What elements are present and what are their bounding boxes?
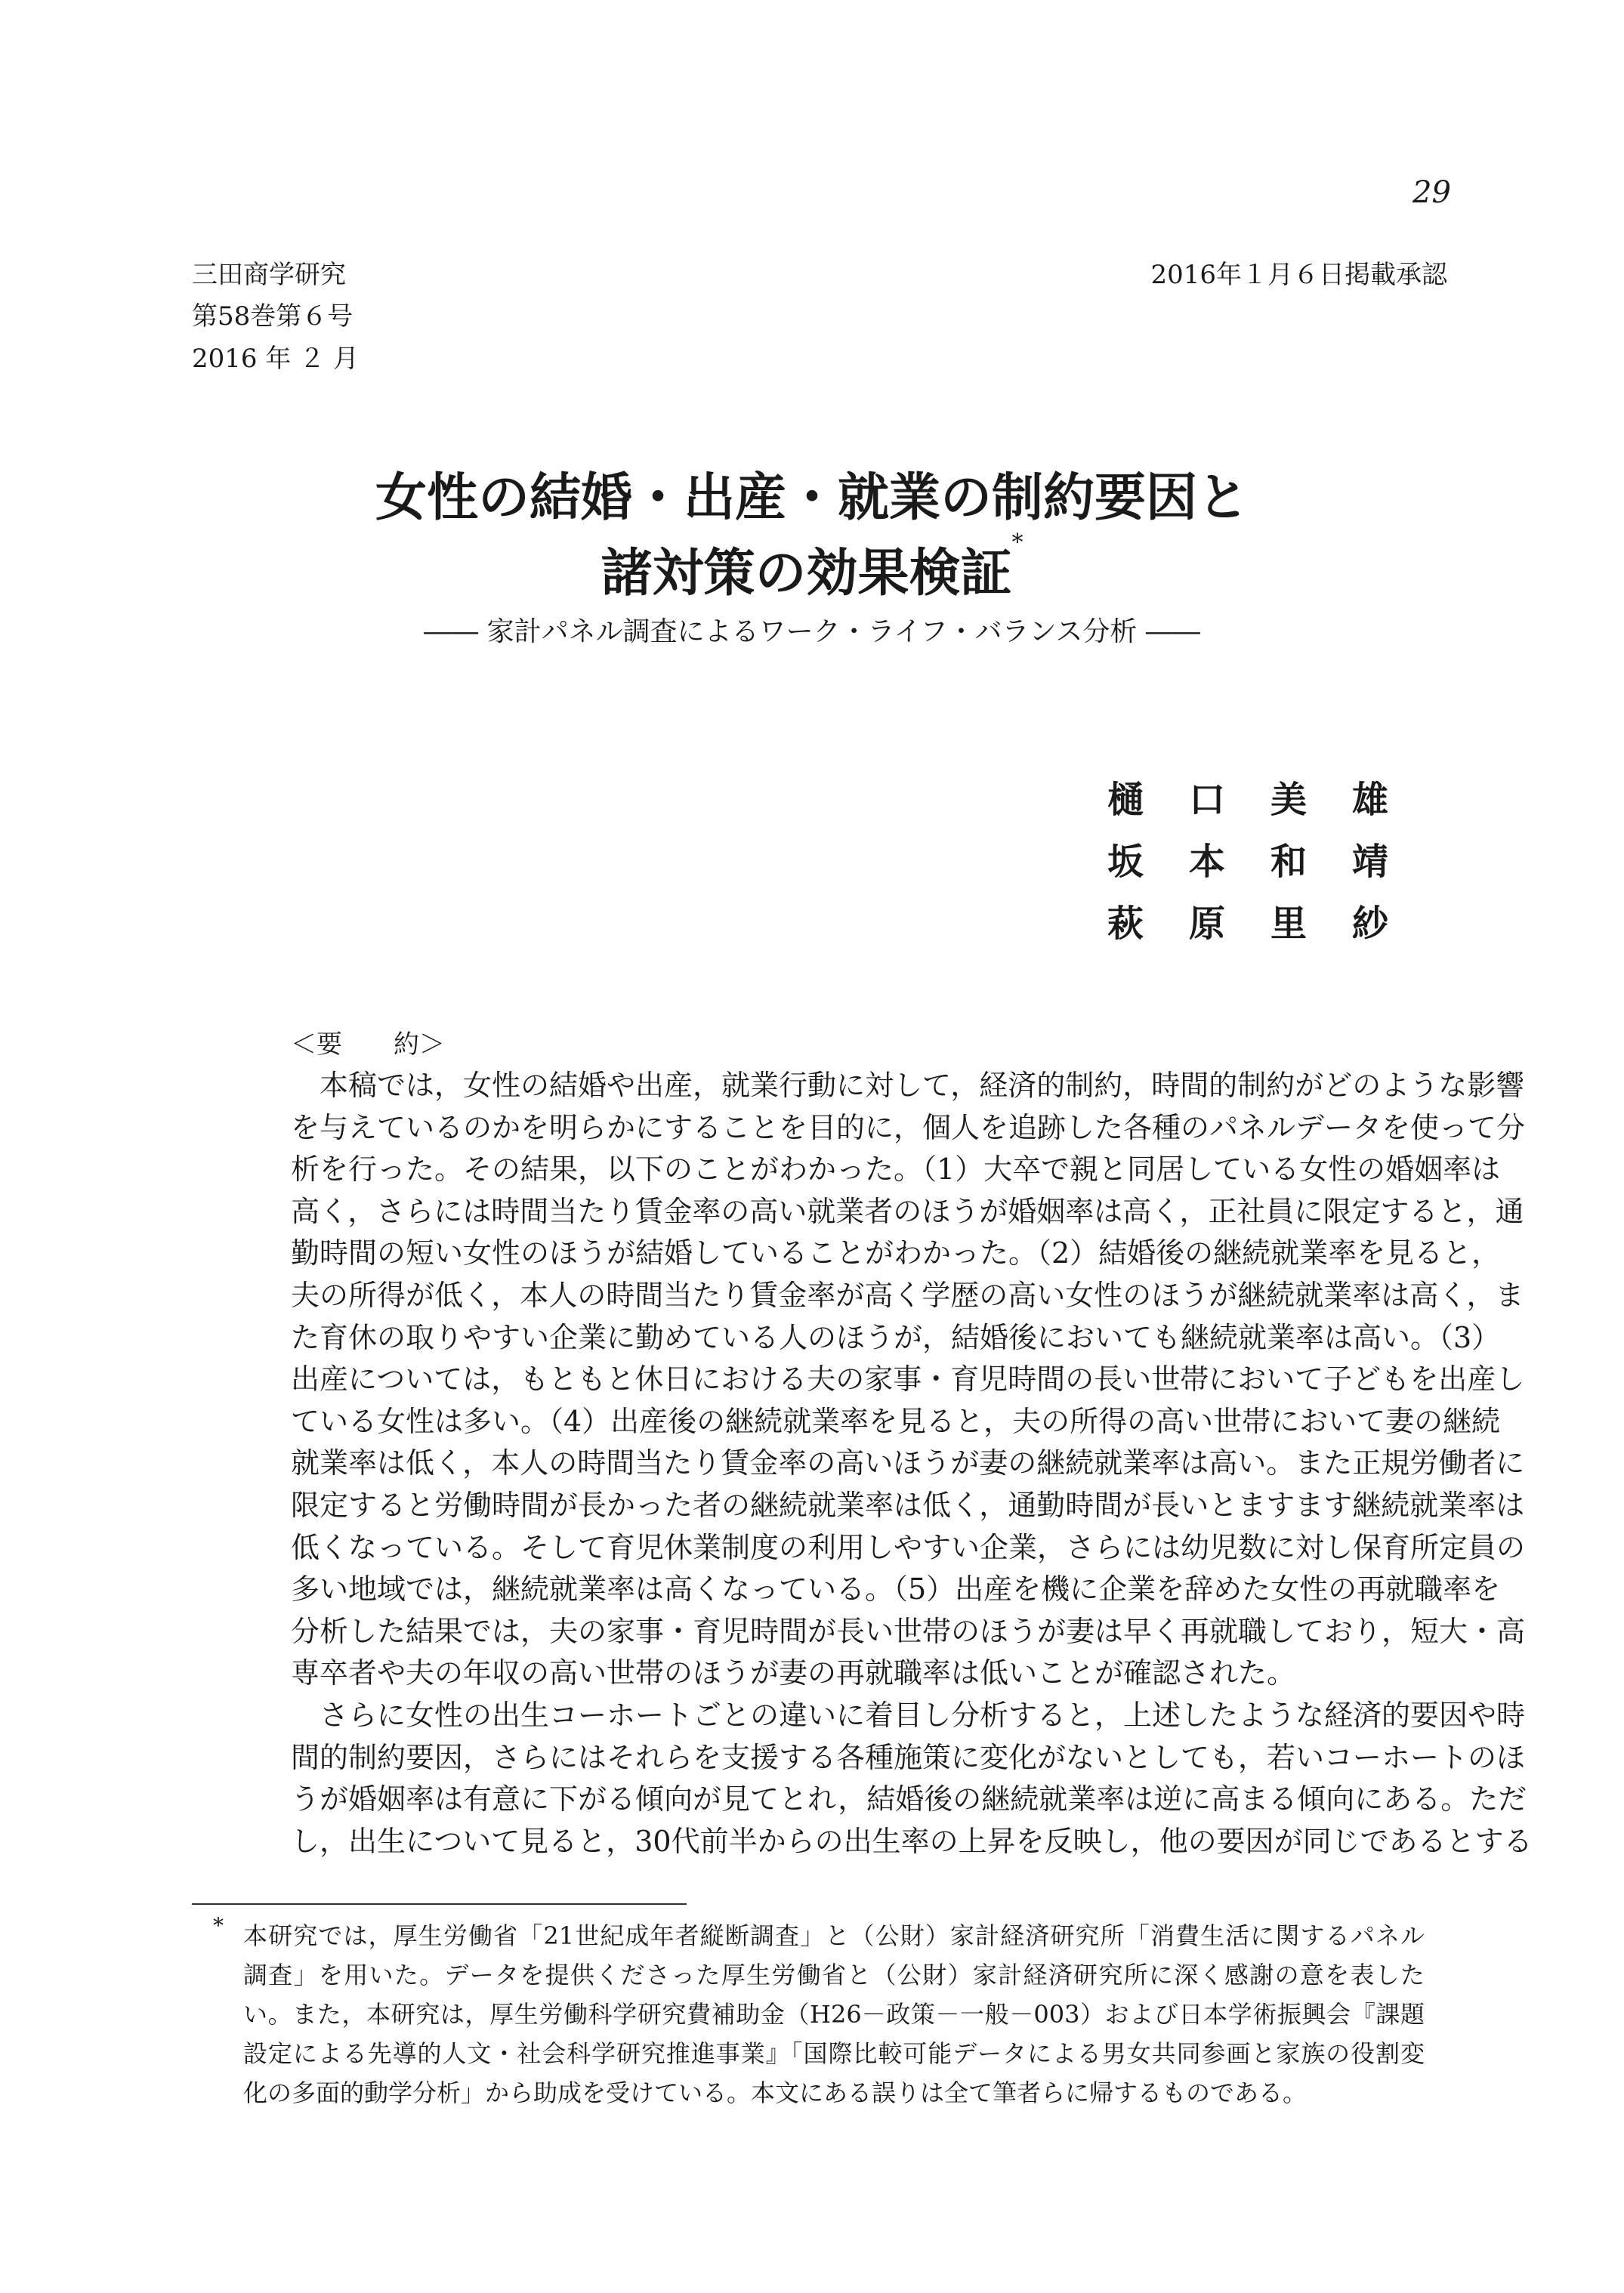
author-char: 本 bbox=[1188, 841, 1225, 883]
subtitle: ―― 家計パネル調査によるワーク・ライフ・バランス分析 ―― bbox=[424, 616, 1200, 647]
summary-line: うが婚姻率は有意に下がる傾向が見てとれ，結婚後の継続就業率は逆に高まる傾向にある。ただ bbox=[291, 1782, 1527, 1816]
summary-line: 析を行った。その結果，以下のことがわかった。（1）大卒で親と同居している女性の婚姻率は bbox=[291, 1153, 1501, 1187]
journal-date: 2016 年 ２ 月 bbox=[192, 344, 359, 374]
footnote-line: い。また，本研究は，厚生労働科学研究費補助金（H26－政策－一般－003）および日本学術振興会『課題 bbox=[243, 2000, 1425, 2029]
footnote-divider bbox=[192, 1903, 687, 1905]
summary-line: 低くなっている。そして育児休業制度の利用しやすい企業，さらには幼児数に対し保育所定員の bbox=[291, 1530, 1526, 1564]
footnote-line: 本研究では，厚生労働省「21世紀成年者縦断調査」と（公財）家計経済研究所「消費生活に関するパネル bbox=[243, 1921, 1425, 1950]
summary-line: ている女性は多い。（4）出産後の継続就業率を見ると，夫の所得の高い世帯において妻の継続 bbox=[291, 1404, 1501, 1438]
journal-volume: 第58巻第６号 bbox=[192, 301, 354, 332]
author-char: 坂 bbox=[1107, 841, 1144, 883]
title-line-2 bbox=[0, 529, 1624, 606]
title-line-1: 女性の結婚・出産・就業の制約要因と bbox=[375, 468, 1249, 528]
author-2 bbox=[1107, 832, 1388, 884]
author-3 bbox=[1107, 894, 1388, 946]
summary-line: た育休の取りやすい企業に勤めている人のほうが，結婚後においても継続就業率は高い。（3） bbox=[291, 1320, 1501, 1354]
author-char: 萩 bbox=[1107, 903, 1144, 945]
summary-heading: ＜要 約＞ bbox=[291, 1029, 445, 1060]
footnote-mark: * bbox=[213, 1913, 224, 1938]
approval-date: 2016年１月６日掲載承認 bbox=[1150, 260, 1447, 290]
summary-line: 夫の所得が低く，本人の時間当たり賃金率が高く学歴の高い女性のほうが継続就業率は高く，ま bbox=[291, 1278, 1524, 1312]
author-char: 原 bbox=[1188, 903, 1225, 945]
summary-line: 高く，さらには時間当たり賃金率の高い就業者のほうが婚姻率は高く，正社員に限定すると，通 bbox=[291, 1194, 1524, 1228]
author-char: 里 bbox=[1270, 903, 1307, 945]
summary-line: を与えているのかを明らかにすることを目的に，個人を追跡した各種のパネルデータを使って分 bbox=[291, 1110, 1526, 1144]
author-char: 口 bbox=[1188, 779, 1225, 821]
author-char: 美 bbox=[1270, 779, 1307, 821]
footnote-line: 設定による先導的人文・社会科学研究推進事業』「国際比較可能データによる男女共同参画と家族の役割変 bbox=[243, 2039, 1425, 2068]
footnote-body bbox=[243, 1916, 1425, 2112]
summary-line: 間的制約要因，さらにはそれらを支援する各種施策に変化がないとしても，若いコーホートのほ bbox=[291, 1740, 1526, 1774]
author-char: 和 bbox=[1270, 841, 1307, 883]
title-line-2-text: 諸対策の効果検証 bbox=[601, 543, 1012, 603]
summary-line: 出産については，もともと休日における夫の家事・育児時間の長い世帯において子どもを出産し bbox=[291, 1363, 1525, 1396]
title-footnote-mark: * bbox=[1011, 529, 1023, 556]
footnote-line: 調査」を用いた。データを提供くださった厚生労働省と（公財）家計経済研究所に深く感謝の意を表した bbox=[243, 1961, 1425, 1989]
author-char: 紗 bbox=[1351, 903, 1388, 945]
summary-line: 分析した結果では，夫の家事・育児時間が長い世帯のほうが妻は早く再就職しており，短大・高 bbox=[291, 1614, 1526, 1648]
summary-line: し，出生について見ると，30代前半からの出生率の上昇を反映し，他の要因が同じであるとする bbox=[291, 1824, 1533, 1858]
author-char: 雄 bbox=[1351, 779, 1388, 821]
summary-line: さらに女性の出生コーホートごとの違いに着目し分析すると，上述したような経済的要因や時 bbox=[291, 1698, 1526, 1732]
summary-line: 限定すると労働時間が長かった者の継続就業率は低く，通勤時間が長いとますます継続就業率は bbox=[291, 1488, 1525, 1522]
summary-body bbox=[291, 1065, 1533, 1862]
author-char: 樋 bbox=[1107, 779, 1144, 821]
summary-line: 本稿では，女性の結婚や出産，就業行動に対して，経済的制約，時間的制約がどのような影響 bbox=[291, 1069, 1525, 1102]
author-1 bbox=[1107, 770, 1388, 822]
journal-name: 三田商学研究 bbox=[192, 260, 346, 290]
page-number: 29 bbox=[1413, 175, 1451, 210]
summary-line: 勤時間の短い女性のほうが結婚していることがわかった。（2）結婚後の継続就業率を見ると， bbox=[291, 1236, 1501, 1270]
summary-line: 専卒者や夫の年収の高い世帯のほうが妻の再就職率は低いことが確認された。 bbox=[291, 1656, 1296, 1690]
summary-line: 多い地域では，継続就業率は高くなっている。（5）出産を機に企業を辞めた女性の再就職率を bbox=[291, 1572, 1501, 1606]
footnote-line: 化の多面的動学分析」から助成を受けている。本文にある誤りは全て筆者らに帰するものである。 bbox=[243, 2079, 1308, 2107]
author-char: 靖 bbox=[1351, 841, 1388, 883]
summary-line: 就業率は低く，本人の時間当たり賃金率の高いほうが妻の継続就業率は高い。また正規労働者に bbox=[291, 1446, 1525, 1480]
